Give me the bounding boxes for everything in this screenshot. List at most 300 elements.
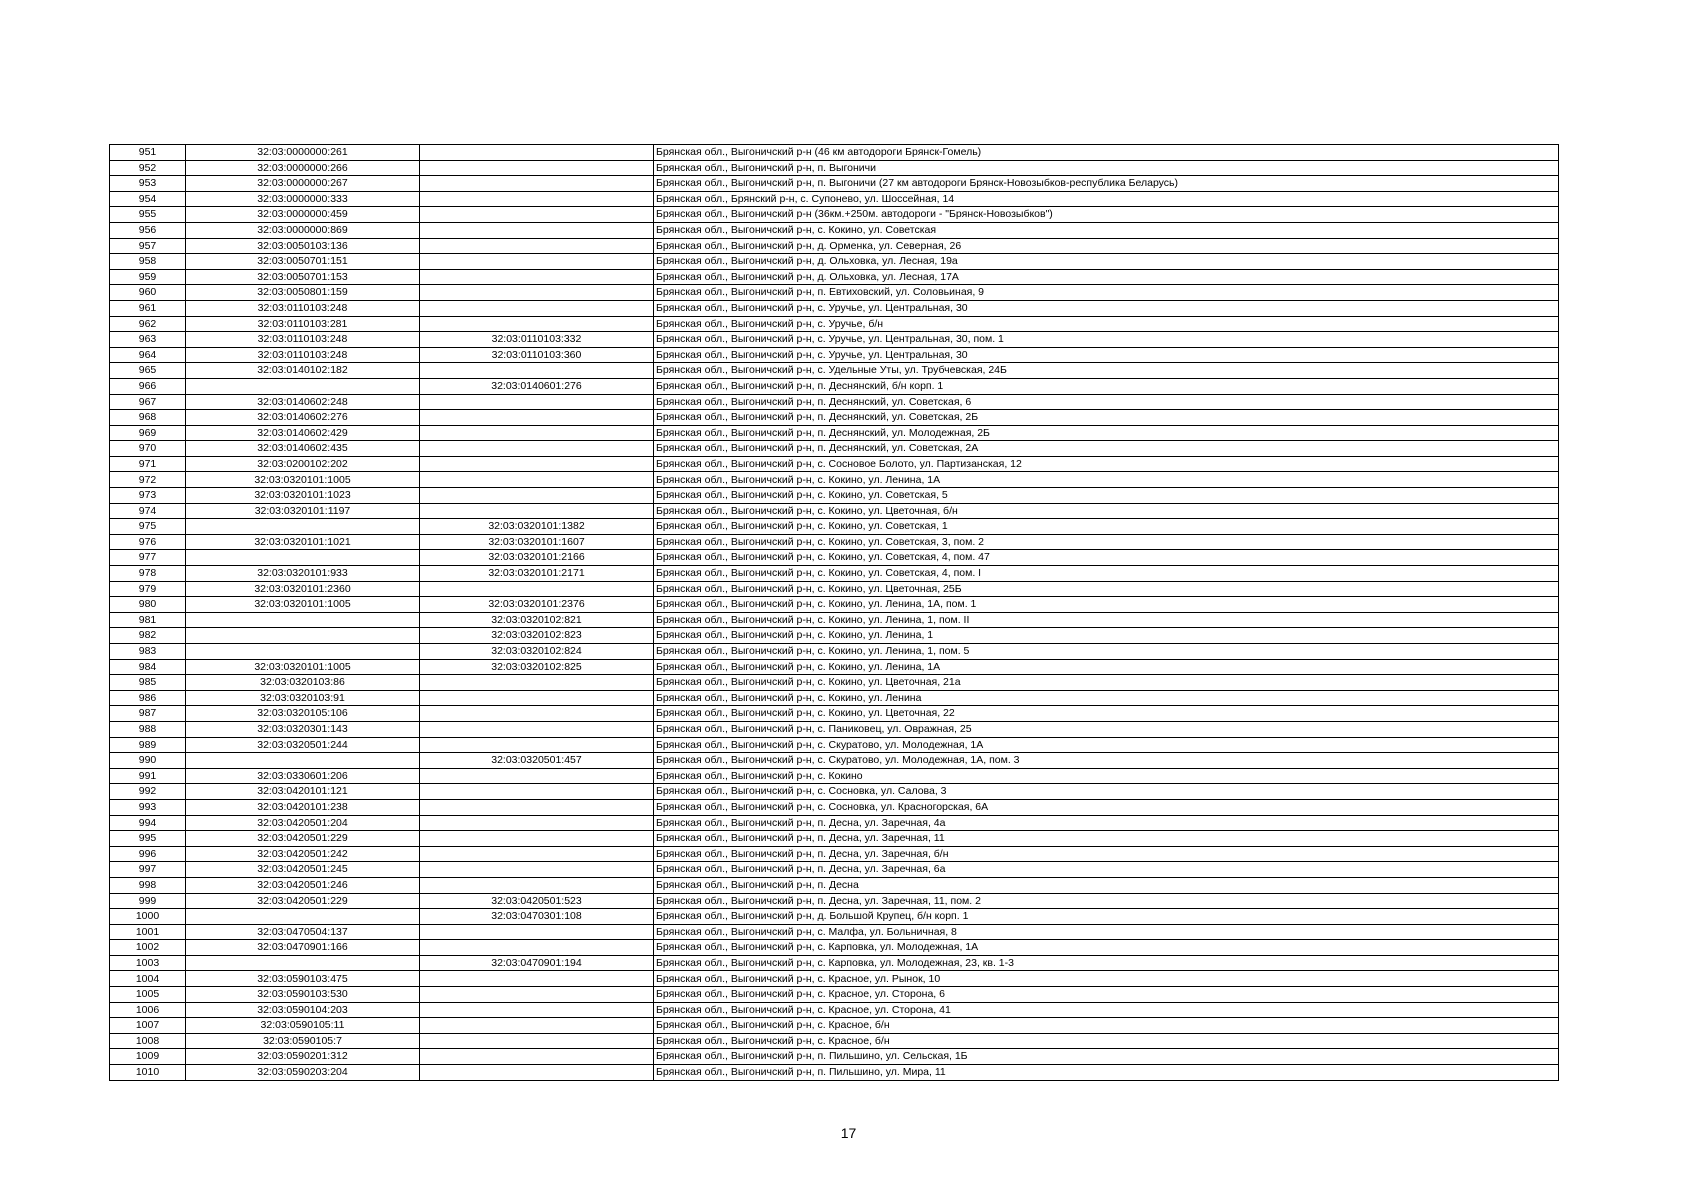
row-number-cell: 987	[110, 706, 186, 722]
table-row	[110, 425, 1559, 441]
row-number-cell: 997	[110, 862, 186, 878]
address-cell: Брянская обл., Выгоничский р-н, п. Деснянский, ул. Советская, 2Б	[654, 410, 1559, 426]
cadastral-number-cell	[186, 378, 420, 394]
premises-cadastral-number-cell	[420, 987, 654, 1003]
cadastral-number-cell: 32:03:0590105:7	[186, 1033, 420, 1049]
row-number-cell: 965	[110, 363, 186, 379]
address-cell: Брянская обл., Выгоничский р-н, с. Уручье, б/н	[654, 316, 1559, 332]
row-number-cell: 968	[110, 410, 186, 426]
row-number-cell: 993	[110, 799, 186, 815]
row-number-cell: 985	[110, 675, 186, 691]
row-number-cell: 969	[110, 425, 186, 441]
row-number-cell: 996	[110, 846, 186, 862]
premises-cadastral-number-cell	[420, 877, 654, 893]
table-row	[110, 519, 1559, 535]
cadastral-number-cell: 32:03:0140102:182	[186, 363, 420, 379]
address-cell: Брянская обл., Выгоничский р-н, п. Десна, ул. Заречная, 11	[654, 831, 1559, 847]
cadastral-number-cell: 32:03:0110103:248	[186, 347, 420, 363]
table-row	[110, 316, 1559, 332]
row-number-cell: 1010	[110, 1065, 186, 1081]
address-cell: Брянская обл., Выгоничский р-н, п. Пильшино, ул. Сельская, 1Б	[654, 1049, 1559, 1065]
cadastral-number-cell	[186, 612, 420, 628]
premises-cadastral-number-cell	[420, 581, 654, 597]
premises-cadastral-number-cell: 32:03:0320501:457	[420, 753, 654, 769]
cadastral-number-cell: 32:03:0470504:137	[186, 924, 420, 940]
table-row	[110, 987, 1559, 1003]
premises-cadastral-number-cell	[420, 285, 654, 301]
cadastral-number-cell: 32:03:0320103:86	[186, 675, 420, 691]
address-cell: Брянская обл., Выгоничский р-н, с. Удельные Уты, ул. Трубчевская, 24Б	[654, 363, 1559, 379]
premises-cadastral-number-cell	[420, 799, 654, 815]
table-row	[110, 222, 1559, 238]
address-cell: Брянская обл., Выгоничский р-н, с. Кокино, ул. Советская	[654, 222, 1559, 238]
cadastral-number-cell: 32:03:0590104:203	[186, 1002, 420, 1018]
table-row	[110, 659, 1559, 675]
address-cell: Брянская обл., Выгоничский р-н, д. Ольховка, ул. Лесная, 19а	[654, 254, 1559, 270]
row-number-cell: 951	[110, 145, 186, 161]
row-number-cell: 999	[110, 893, 186, 909]
table-row	[110, 410, 1559, 426]
row-number-cell: 953	[110, 176, 186, 192]
premises-cadastral-number-cell	[420, 456, 654, 472]
premises-cadastral-number-cell	[420, 971, 654, 987]
row-number-cell: 988	[110, 721, 186, 737]
row-number-cell: 967	[110, 394, 186, 410]
table-row	[110, 612, 1559, 628]
address-cell: Брянская обл., Выгоничский р-н, д. Орменка, ул. Северная, 26	[654, 238, 1559, 254]
cadastral-number-cell: 32:03:0320101:1005	[186, 659, 420, 675]
table-row	[110, 347, 1559, 363]
row-number-cell: 992	[110, 784, 186, 800]
row-number-cell: 1009	[110, 1049, 186, 1065]
cadastral-number-cell: 32:03:0470901:166	[186, 940, 420, 956]
table-row	[110, 550, 1559, 566]
premises-cadastral-number-cell: 32:03:0320101:2171	[420, 566, 654, 582]
address-cell: Брянская обл., Выгоничский р-н, п. Десна, ул. Заречная, 11, пом. 2	[654, 893, 1559, 909]
table-row	[110, 269, 1559, 285]
cadastral-number-cell: 32:03:0320501:244	[186, 737, 420, 753]
row-number-cell: 972	[110, 472, 186, 488]
cadastral-number-cell: 32:03:0000000:267	[186, 176, 420, 192]
row-number-cell: 984	[110, 659, 186, 675]
cadastral-number-cell: 32:03:0000000:333	[186, 191, 420, 207]
address-cell: Брянская обл., Выгоничский р-н, п. Деснянский, ул. Советская, 2А	[654, 441, 1559, 457]
premises-cadastral-number-cell	[420, 207, 654, 223]
cadastral-number-cell: 32:03:0420501:246	[186, 877, 420, 893]
cadastral-number-cell	[186, 628, 420, 644]
address-cell: Брянская обл., Выгоничский р-н, д. Ольховка, ул. Лесная, 17А	[654, 269, 1559, 285]
table-row	[110, 300, 1559, 316]
table-row	[110, 534, 1559, 550]
cadastral-number-cell: 32:03:0590105:11	[186, 1018, 420, 1034]
address-cell: Брянская обл., Выгоничский р-н, с. Кокино, ул. Ленина, 1	[654, 628, 1559, 644]
address-cell: Брянская обл., Выгоничский р-н, с. Карповка, ул. Молодежная, 1А	[654, 940, 1559, 956]
cadastral-number-cell: 32:03:0590201:312	[186, 1049, 420, 1065]
row-number-cell: 1001	[110, 924, 186, 940]
cadastral-number-cell: 32:03:0110103:281	[186, 316, 420, 332]
premises-cadastral-number-cell	[420, 316, 654, 332]
premises-cadastral-number-cell	[420, 737, 654, 753]
cadastral-number-cell	[186, 644, 420, 660]
address-cell: Брянская обл., Выгоничский р-н, п. Десна, ул. Заречная, б/н	[654, 846, 1559, 862]
table-row	[110, 815, 1559, 831]
premises-cadastral-number-cell	[420, 503, 654, 519]
premises-cadastral-number-cell	[420, 1033, 654, 1049]
table-row	[110, 644, 1559, 660]
table-row	[110, 877, 1559, 893]
table-row	[110, 909, 1559, 925]
premises-cadastral-number-cell	[420, 846, 654, 862]
cadastral-number-cell: 32:03:0050801:159	[186, 285, 420, 301]
address-cell: Брянская обл., Выгоничский р-н, с. Кокино	[654, 768, 1559, 784]
address-cell: Брянская обл., Выгоничский р-н, с. Красное, б/н	[654, 1018, 1559, 1034]
cadastral-number-cell: 32:03:0140602:429	[186, 425, 420, 441]
row-number-cell: 990	[110, 753, 186, 769]
table-row	[110, 768, 1559, 784]
cadastral-number-cell: 32:03:0320105:106	[186, 706, 420, 722]
table-row	[110, 831, 1559, 847]
cadastral-number-cell	[186, 955, 420, 971]
row-number-cell: 974	[110, 503, 186, 519]
row-number-cell: 1005	[110, 987, 186, 1003]
premises-cadastral-number-cell	[420, 488, 654, 504]
cadastral-number-cell: 32:03:0110103:248	[186, 332, 420, 348]
row-number-cell: 1000	[110, 909, 186, 925]
row-number-cell: 959	[110, 269, 186, 285]
premises-cadastral-number-cell	[420, 924, 654, 940]
row-number-cell: 989	[110, 737, 186, 753]
address-cell: Брянская обл., Выгоничский р-н, п. Выгоничи	[654, 160, 1559, 176]
cadastral-number-cell: 32:03:0330601:206	[186, 768, 420, 784]
premises-cadastral-number-cell	[420, 831, 654, 847]
premises-cadastral-number-cell: 32:03:0320101:1382	[420, 519, 654, 535]
table-row	[110, 955, 1559, 971]
premises-cadastral-number-cell	[420, 1049, 654, 1065]
cadastral-number-cell: 32:03:0320101:1005	[186, 472, 420, 488]
cadastral-number-cell: 32:03:0420501:242	[186, 846, 420, 862]
cadastral-number-cell: 32:03:0200102:202	[186, 456, 420, 472]
table-row	[110, 784, 1559, 800]
cadastral-number-cell: 32:03:0140602:248	[186, 394, 420, 410]
row-number-cell: 964	[110, 347, 186, 363]
address-cell: Брянская обл., Выгоничский р-н, п. Деснянский, б/н корп. 1	[654, 378, 1559, 394]
address-cell: Брянская обл., Выгоничский р-н, с. Кокино, ул. Советская, 3, пом. 2	[654, 534, 1559, 550]
row-number-cell: 991	[110, 768, 186, 784]
premises-cadastral-number-cell	[420, 160, 654, 176]
address-cell: Брянская обл., Выгоничский р-н, с. Кокино, ул. Советская, 4, пом. I	[654, 566, 1559, 582]
premises-cadastral-number-cell: 32:03:0470301:108	[420, 909, 654, 925]
premises-cadastral-number-cell: 32:03:0110103:332	[420, 332, 654, 348]
premises-cadastral-number-cell: 32:03:0420501:523	[420, 893, 654, 909]
address-cell: Брянская обл., Выгоничский р-н, с. Кокино, ул. Цветочная, 21а	[654, 675, 1559, 691]
premises-cadastral-number-cell	[420, 768, 654, 784]
table-row	[110, 363, 1559, 379]
cadastral-number-cell: 32:03:0000000:869	[186, 222, 420, 238]
row-number-cell: 966	[110, 378, 186, 394]
address-cell: Брянская обл., Выгоничский р-н, с. Кокино, ул. Ленина, 1А, пом. 1	[654, 597, 1559, 613]
address-cell: Брянская обл., Выгоничский р-н, п. Пильшино, ул. Мира, 11	[654, 1065, 1559, 1081]
address-cell: Брянская обл., Выгоничский р-н, с. Уручье, ул. Центральная, 30	[654, 300, 1559, 316]
premises-cadastral-number-cell	[420, 721, 654, 737]
cadastral-number-cell: 32:03:0000000:261	[186, 145, 420, 161]
premises-cadastral-number-cell	[420, 784, 654, 800]
premises-cadastral-number-cell	[420, 410, 654, 426]
premises-cadastral-number-cell: 32:03:0320101:1607	[420, 534, 654, 550]
row-number-cell: 995	[110, 831, 186, 847]
premises-cadastral-number-cell: 32:03:0320101:2376	[420, 597, 654, 613]
address-cell: Брянская обл., Выгоничский р-н (46 км автодороги Брянск-Гомель)	[654, 145, 1559, 161]
cadastral-number-cell: 32:03:0420501:229	[186, 893, 420, 909]
address-cell: Брянская обл., Выгоничский р-н, с. Кокино, ул. Ленина, 1А	[654, 472, 1559, 488]
row-number-cell: 954	[110, 191, 186, 207]
table-row	[110, 1018, 1559, 1034]
table-row	[110, 285, 1559, 301]
row-number-cell: 986	[110, 690, 186, 706]
table-row	[110, 488, 1559, 504]
registry-table-body	[110, 145, 1559, 1081]
address-cell: Брянская обл., Выгоничский р-н, с. Паниковец, ул. Овражная, 25	[654, 721, 1559, 737]
address-cell: Брянская обл., Выгоничский р-н, с. Кокино, ул. Советская, 5	[654, 488, 1559, 504]
cadastral-number-cell: 32:03:0420501:229	[186, 831, 420, 847]
row-number-cell: 960	[110, 285, 186, 301]
premises-cadastral-number-cell	[420, 254, 654, 270]
premises-cadastral-number-cell	[420, 222, 654, 238]
address-cell: Брянская обл., Выгоничский р-н, с. Уручье, ул. Центральная, 30	[654, 347, 1559, 363]
row-number-cell: 998	[110, 877, 186, 893]
premises-cadastral-number-cell	[420, 675, 654, 691]
row-number-cell: 1007	[110, 1018, 186, 1034]
row-number-cell: 977	[110, 550, 186, 566]
row-number-cell: 980	[110, 597, 186, 613]
table-row	[110, 1002, 1559, 1018]
row-number-cell: 1006	[110, 1002, 186, 1018]
table-row	[110, 675, 1559, 691]
premises-cadastral-number-cell: 32:03:0320102:825	[420, 659, 654, 675]
address-cell: Брянская обл., Брянский р-н, с. Супонево, ул. Шоссейная, 14	[654, 191, 1559, 207]
premises-cadastral-number-cell	[420, 145, 654, 161]
address-cell: Брянская обл., Выгоничский р-н, п. Деснянский, ул. Советская, 6	[654, 394, 1559, 410]
table-row	[110, 1033, 1559, 1049]
table-row	[110, 378, 1559, 394]
address-cell: Брянская обл., Выгоничский р-н, п. Выгоничи (27 км автодороги Брянск-Новозыбков-республика Беларусь)	[654, 176, 1559, 192]
table-row	[110, 238, 1559, 254]
cadastral-number-cell	[186, 550, 420, 566]
table-row	[110, 160, 1559, 176]
premises-cadastral-number-cell: 32:03:0110103:360	[420, 347, 654, 363]
row-number-cell: 1003	[110, 955, 186, 971]
address-cell: Брянская обл., Выгоничский р-н, с. Сосновка, ул. Салова, 3	[654, 784, 1559, 800]
premises-cadastral-number-cell	[420, 269, 654, 285]
table-row	[110, 940, 1559, 956]
premises-cadastral-number-cell	[420, 191, 654, 207]
row-number-cell: 975	[110, 519, 186, 535]
premises-cadastral-number-cell	[420, 1065, 654, 1081]
address-cell: Брянская обл., Выгоничский р-н, п. Евтиховский, ул. Соловьиная, 9	[654, 285, 1559, 301]
row-number-cell: 955	[110, 207, 186, 223]
row-number-cell: 976	[110, 534, 186, 550]
cadastral-number-cell: 32:03:0140602:435	[186, 441, 420, 457]
property-registry-table	[109, 144, 1559, 1081]
premises-cadastral-number-cell: 32:03:0320102:823	[420, 628, 654, 644]
cadastral-number-cell: 32:03:0320101:1023	[186, 488, 420, 504]
premises-cadastral-number-cell	[420, 238, 654, 254]
table-row	[110, 441, 1559, 457]
address-cell: Брянская обл., Выгоничский р-н, с. Малфа, ул. Больничная, 8	[654, 924, 1559, 940]
premises-cadastral-number-cell	[420, 300, 654, 316]
table-row	[110, 472, 1559, 488]
premises-cadastral-number-cell: 32:03:0320102:824	[420, 644, 654, 660]
row-number-cell: 979	[110, 581, 186, 597]
cadastral-number-cell: 32:03:0420101:121	[186, 784, 420, 800]
table-row	[110, 581, 1559, 597]
premises-cadastral-number-cell	[420, 1002, 654, 1018]
cadastral-number-cell: 32:03:0590203:204	[186, 1065, 420, 1081]
cadastral-number-cell: 32:03:0590103:475	[186, 971, 420, 987]
premises-cadastral-number-cell: 32:03:0470901:194	[420, 955, 654, 971]
cadastral-number-cell: 32:03:0140602:276	[186, 410, 420, 426]
premises-cadastral-number-cell	[420, 1018, 654, 1034]
address-cell: Брянская обл., Выгоничский р-н (36км.+250м. автодороги - "Брянск-Новозыбков")	[654, 207, 1559, 223]
address-cell: Брянская обл., Выгоничский р-н, с. Кокино, ул. Ленина, 1, пом. 5	[654, 644, 1559, 660]
address-cell: Брянская обл., Выгоничский р-н, с. Скуратово, ул. Молодежная, 1А, пом. 3	[654, 753, 1559, 769]
page-number: 17	[840, 1125, 857, 1141]
premises-cadastral-number-cell	[420, 940, 654, 956]
row-number-cell: 962	[110, 316, 186, 332]
address-cell: Брянская обл., Выгоничский р-н, с. Кокино, ул. Ленина	[654, 690, 1559, 706]
cadastral-number-cell: 32:03:0420101:238	[186, 799, 420, 815]
table-row	[110, 207, 1559, 223]
row-number-cell: 994	[110, 815, 186, 831]
premises-cadastral-number-cell	[420, 690, 654, 706]
premises-cadastral-number-cell: 32:03:0320101:2166	[420, 550, 654, 566]
table-row	[110, 971, 1559, 987]
cadastral-number-cell: 32:03:0420501:204	[186, 815, 420, 831]
row-number-cell: 973	[110, 488, 186, 504]
table-row	[110, 706, 1559, 722]
row-number-cell: 982	[110, 628, 186, 644]
row-number-cell: 981	[110, 612, 186, 628]
table-row	[110, 862, 1559, 878]
table-row	[110, 690, 1559, 706]
address-cell: Брянская обл., Выгоничский р-н, д. Большой Крупец, б/н корп. 1	[654, 909, 1559, 925]
premises-cadastral-number-cell: 32:03:0140601:276	[420, 378, 654, 394]
premises-cadastral-number-cell	[420, 394, 654, 410]
address-cell: Брянская обл., Выгоничский р-н, с. Уручье, ул. Центральная, 30, пом. 1	[654, 332, 1559, 348]
row-number-cell: 952	[110, 160, 186, 176]
row-number-cell: 1008	[110, 1033, 186, 1049]
premises-cadastral-number-cell	[420, 363, 654, 379]
cadastral-number-cell: 32:03:0110103:248	[186, 300, 420, 316]
address-cell: Брянская обл., Выгоничский р-н, с. Сосновка, ул. Красногорская, 6А	[654, 799, 1559, 815]
table-row	[110, 566, 1559, 582]
address-cell: Брянская обл., Выгоничский р-н, п. Десна	[654, 877, 1559, 893]
cadastral-number-cell: 32:03:0320101:1005	[186, 597, 420, 613]
table-row	[110, 628, 1559, 644]
premises-cadastral-number-cell	[420, 815, 654, 831]
cadastral-number-cell: 32:03:0050103:136	[186, 238, 420, 254]
table-row	[110, 191, 1559, 207]
address-cell: Брянская обл., Выгоничский р-н, с. Кокино, ул. Советская, 4, пом. 47	[654, 550, 1559, 566]
address-cell: Брянская обл., Выгоничский р-н, с. Сосновое Болото, ул. Партизанская, 12	[654, 456, 1559, 472]
address-cell: Брянская обл., Выгоничский р-н, с. Кокино, ул. Ленина, 1, пом. II	[654, 612, 1559, 628]
premises-cadastral-number-cell	[420, 425, 654, 441]
cadastral-number-cell: 32:03:0320101:1197	[186, 503, 420, 519]
table-row	[110, 1065, 1559, 1081]
row-number-cell: 961	[110, 300, 186, 316]
row-number-cell: 983	[110, 644, 186, 660]
address-cell: Брянская обл., Выгоничский р-н, с. Кокино, ул. Цветочная, б/н	[654, 503, 1559, 519]
cadastral-number-cell	[186, 909, 420, 925]
address-cell: Брянская обл., Выгоничский р-н, с. Красное, ул. Сторона, 6	[654, 987, 1559, 1003]
table-row	[110, 176, 1559, 192]
row-number-cell: 956	[110, 222, 186, 238]
cadastral-number-cell: 32:03:0000000:459	[186, 207, 420, 223]
address-cell: Брянская обл., Выгоничский р-н, с. Красное, ул. Рынок, 10	[654, 971, 1559, 987]
table-row	[110, 503, 1559, 519]
address-cell: Брянская обл., Выгоничский р-н, с. Кокино, ул. Цветочная, 25Б	[654, 581, 1559, 597]
table-row	[110, 394, 1559, 410]
premises-cadastral-number-cell: 32:03:0320102:821	[420, 612, 654, 628]
table-row	[110, 737, 1559, 753]
table-row	[110, 456, 1559, 472]
cadastral-number-cell: 32:03:0050701:151	[186, 254, 420, 270]
premises-cadastral-number-cell	[420, 706, 654, 722]
cadastral-number-cell	[186, 519, 420, 535]
row-number-cell: 970	[110, 441, 186, 457]
address-cell: Брянская обл., Выгоничский р-н, п. Деснянский, ул. Молодежная, 2Б	[654, 425, 1559, 441]
row-number-cell: 1002	[110, 940, 186, 956]
table-row	[110, 893, 1559, 909]
table-row	[110, 753, 1559, 769]
cadastral-number-cell: 32:03:0590103:530	[186, 987, 420, 1003]
cadastral-number-cell: 32:03:0320301:143	[186, 721, 420, 737]
cadastral-number-cell: 32:03:0320103:91	[186, 690, 420, 706]
row-number-cell: 978	[110, 566, 186, 582]
address-cell: Брянская обл., Выгоничский р-н, с. Карповка, ул. Молодежная, 23, кв. 1-3	[654, 955, 1559, 971]
address-cell: Брянская обл., Выгоничский р-н, с. Кокино, ул. Цветочная, 22	[654, 706, 1559, 722]
cadastral-number-cell: 32:03:0320101:1021	[186, 534, 420, 550]
row-number-cell: 1004	[110, 971, 186, 987]
cadastral-number-cell: 32:03:0320101:933	[186, 566, 420, 582]
table-row	[110, 846, 1559, 862]
cadastral-number-cell: 32:03:0420501:245	[186, 862, 420, 878]
premises-cadastral-number-cell	[420, 441, 654, 457]
table-row	[110, 597, 1559, 613]
cadastral-number-cell: 32:03:0050701:153	[186, 269, 420, 285]
table-row	[110, 799, 1559, 815]
table-row	[110, 924, 1559, 940]
address-cell: Брянская обл., Выгоничский р-н, с. Скуратово, ул. Молодежная, 1А	[654, 737, 1559, 753]
address-cell: Брянская обл., Выгоничский р-н, с. Кокино, ул. Ленина, 1А	[654, 659, 1559, 675]
row-number-cell: 957	[110, 238, 186, 254]
table-row	[110, 1049, 1559, 1065]
address-cell: Брянская обл., Выгоничский р-н, с. Кокино, ул. Советская, 1	[654, 519, 1559, 535]
cadastral-number-cell: 32:03:0000000:266	[186, 160, 420, 176]
table-row	[110, 145, 1559, 161]
table-row	[110, 254, 1559, 270]
address-cell: Брянская обл., Выгоничский р-н, п. Десна, ул. Заречная, 4а	[654, 815, 1559, 831]
premises-cadastral-number-cell	[420, 176, 654, 192]
table-row	[110, 721, 1559, 737]
address-cell: Брянская обл., Выгоничский р-н, с. Красное, ул. Сторона, 41	[654, 1002, 1559, 1018]
row-number-cell: 963	[110, 332, 186, 348]
premises-cadastral-number-cell	[420, 472, 654, 488]
table-row	[110, 332, 1559, 348]
row-number-cell: 971	[110, 456, 186, 472]
cadastral-number-cell: 32:03:0320101:2360	[186, 581, 420, 597]
address-cell: Брянская обл., Выгоничский р-н, п. Десна, ул. Заречная, 6а	[654, 862, 1559, 878]
cadastral-number-cell	[186, 753, 420, 769]
